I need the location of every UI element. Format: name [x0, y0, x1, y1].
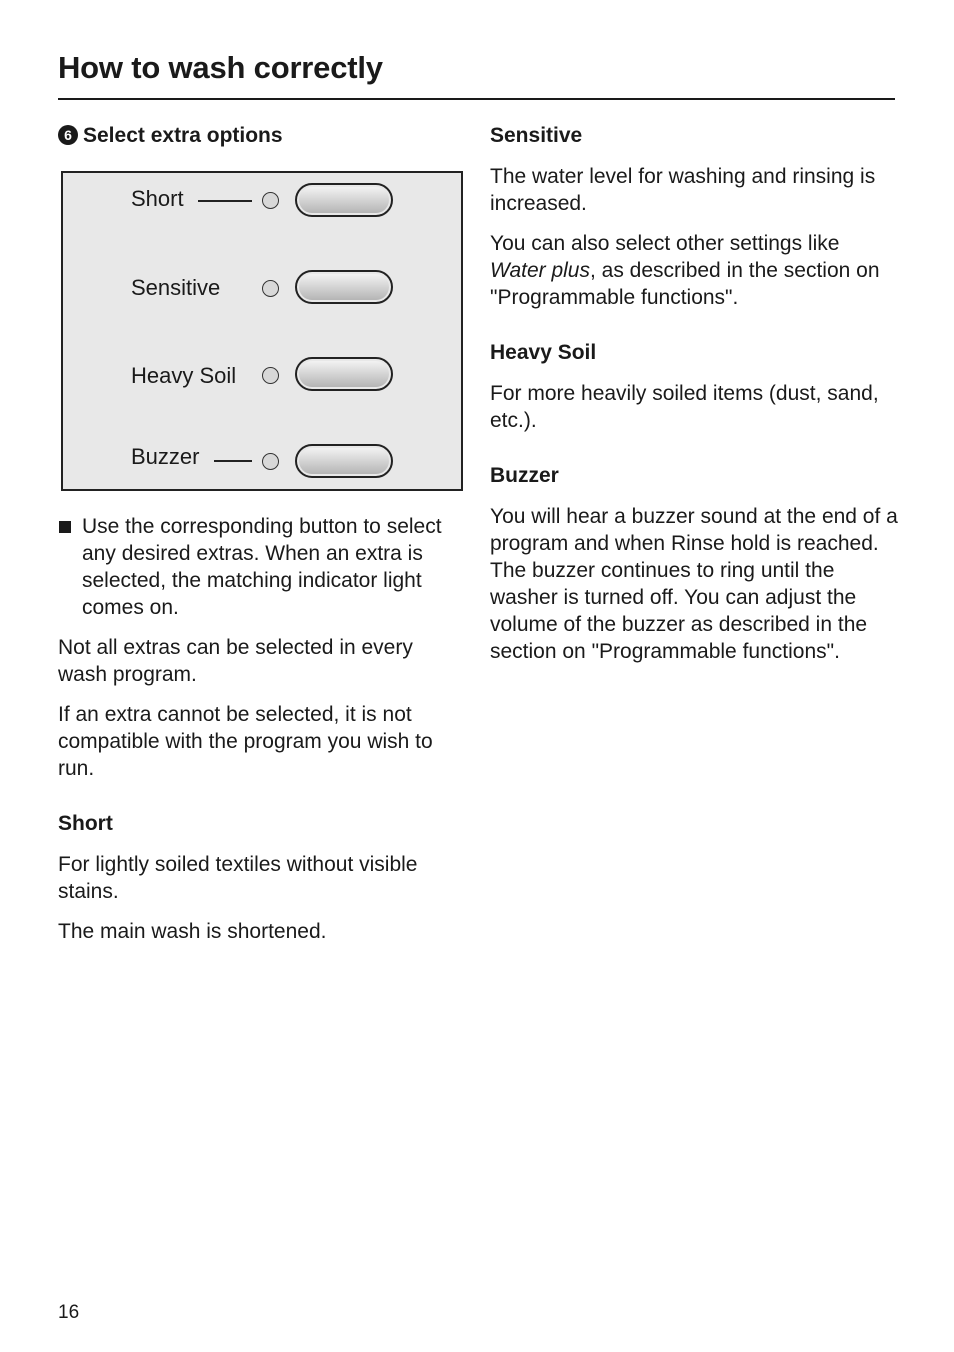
paragraph-heavy-soil: For more heavily soiled items (dust, sand, etc.).: [490, 382, 879, 432]
paragraph-short-2: The main wash is shortened.: [58, 920, 327, 943]
water-plus-term: Water plus: [490, 259, 590, 282]
extras-control-panel: [61, 171, 463, 491]
title-rule: [58, 98, 895, 100]
paragraph-buzzer: You will hear a buzzer sound at the end of a program and when Rinse hold is reached. The buzzer continues to ring until the washer is turned off. You can adjust the volume of the buzzer as described in the section on "Programmable functions".: [490, 505, 898, 663]
square-bullet-icon: [59, 521, 71, 533]
page-title: How to wash correctly: [58, 50, 383, 85]
panel-label-buzzer: Buzzer: [131, 444, 200, 469]
step-number-badge: 6: [58, 125, 78, 145]
right-column: [490, 122, 900, 678]
instruction-bullet: [58, 513, 458, 621]
paragraph-sensitive-2: [490, 230, 900, 311]
sensitive-text-b: , as described in the section on "Programmable functions".: [490, 259, 880, 309]
lead-line-buzzer: [214, 460, 252, 462]
paragraph-short-1: For lightly soiled textiles without visible stains.: [58, 853, 418, 903]
paragraph-not-all-extras: Not all extras can be selected in every wash program.: [58, 636, 413, 686]
section-heading-heavy-soil: Heavy Soil: [490, 341, 597, 364]
panel-label-short: Short: [131, 186, 184, 211]
sensitive-button[interactable]: [295, 270, 393, 304]
indicator-light-sensitive: [262, 280, 279, 297]
page-number: 16: [58, 1302, 80, 1323]
left-column: [58, 122, 458, 958]
sensitive-text-a: You can also select other settings like: [490, 232, 840, 255]
panel-label-heavy-soil: Heavy Soil: [131, 363, 237, 388]
lead-line-short: [198, 200, 252, 202]
short-button[interactable]: [295, 183, 393, 217]
indicator-light-heavy-soil: [262, 367, 279, 384]
paragraph-not-compatible: If an extra cannot be selected, it is not compatible with the program you wish to run.: [58, 703, 433, 780]
section-heading-short: Short: [58, 812, 113, 835]
section-heading-sensitive: Sensitive: [490, 124, 583, 147]
indicator-light-buzzer: [262, 453, 279, 470]
panel-label-sensitive: Sensitive: [131, 275, 221, 300]
section-heading-buzzer: Buzzer: [490, 464, 559, 487]
indicator-light-short: [262, 192, 279, 209]
instruction-bullet-text: Use the corresponding button to select any desired extras. When an extra is selected, the matching indicator light comes on.: [82, 515, 442, 619]
heavy-soil-button[interactable]: [295, 357, 393, 391]
buzzer-button[interactable]: [295, 444, 393, 478]
step-heading-text: Select extra options: [83, 124, 283, 147]
step-heading: [58, 122, 458, 149]
paragraph-sensitive-1: The water level for washing and rinsing is increased.: [490, 165, 876, 215]
